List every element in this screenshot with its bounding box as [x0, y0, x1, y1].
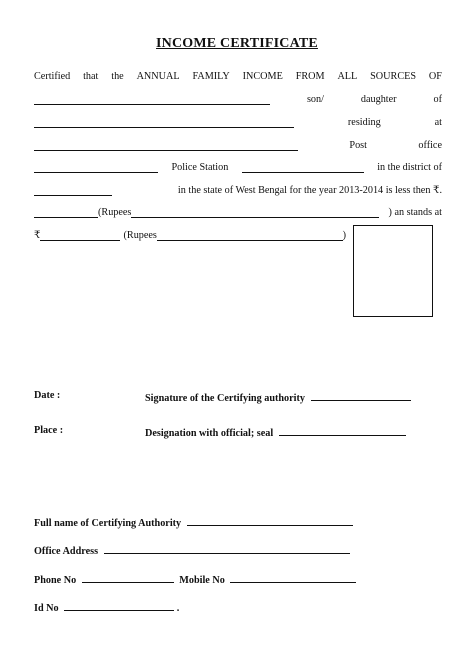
word: ALL	[337, 71, 358, 82]
certificate-line-8	[34, 227, 346, 241]
signature-label: Signature of the Certifying authority	[145, 393, 305, 404]
district-label: in the district of	[377, 162, 442, 173]
id-row	[34, 600, 179, 614]
stands-at-label: ) an stands at	[388, 207, 442, 218]
certificate-line-3	[34, 114, 442, 128]
fullname-row	[34, 515, 353, 529]
word: Certified	[34, 71, 71, 82]
office-address-label: Office Address	[34, 546, 99, 557]
id-label: Id No	[34, 603, 59, 614]
word: residing	[347, 117, 381, 128]
date-label: Date :	[34, 390, 61, 401]
state-year-text: in the state of West Bengal for the year 2013-2014 is less then ₹.	[177, 185, 442, 196]
word: at	[434, 117, 442, 128]
certificate-line-2	[34, 91, 442, 105]
phone-row	[34, 572, 356, 586]
signature-blank[interactable]	[311, 390, 411, 401]
rupees-label: (Rupees	[98, 207, 132, 218]
name-blank[interactable]	[34, 94, 270, 105]
stands-words-blank[interactable]	[157, 230, 343, 241]
mobile-blank[interactable]	[230, 572, 356, 583]
certificate-line-7	[34, 204, 442, 218]
rupees-words-blank[interactable]	[131, 207, 379, 218]
office-address-row	[34, 543, 350, 557]
certificate-line-4	[34, 137, 442, 151]
stands-amount-blank[interactable]	[40, 230, 119, 241]
id-blank[interactable]	[64, 600, 174, 611]
mobile-label: Mobile No	[179, 575, 225, 586]
word: OF	[428, 71, 442, 82]
rupee-symbol: ₹	[34, 230, 41, 241]
police-station-label: Police Station	[171, 162, 229, 173]
police-station-blank[interactable]	[242, 162, 364, 173]
page-title: INCOME CERTIFICATE	[156, 36, 318, 51]
parent-name-blank[interactable]	[34, 117, 294, 128]
word: ANNUAL	[136, 71, 180, 82]
fullname-label: Full name of Certifying Authority	[34, 518, 182, 529]
word: daughter	[360, 94, 397, 105]
word: Post	[349, 140, 367, 151]
rupees-label: (Rupees	[123, 230, 157, 241]
income-amount-blank[interactable]	[34, 207, 98, 218]
word: SOURCES	[370, 71, 416, 82]
designation-label: Designation with official; seal	[145, 428, 274, 439]
word: office	[418, 140, 442, 151]
place-label: Place :	[34, 425, 64, 436]
word: of	[433, 94, 442, 105]
designation-blank[interactable]	[279, 425, 406, 436]
certificate-line-1	[34, 68, 442, 82]
designation-row	[145, 425, 406, 439]
word: FAMILY	[192, 71, 230, 82]
phone-label: Phone No	[34, 575, 77, 586]
certificate-line-5	[34, 159, 442, 173]
phone-blank[interactable]	[82, 572, 174, 583]
office-address-blank[interactable]	[104, 543, 350, 554]
word: the	[111, 71, 124, 82]
close-paren: )	[342, 230, 346, 241]
certificate-line-6	[34, 182, 442, 196]
word: FROM	[295, 71, 325, 82]
district-blank[interactable]	[34, 185, 112, 196]
word: son/	[306, 94, 324, 105]
fullname-blank[interactable]	[187, 515, 353, 526]
photo-box	[353, 225, 433, 317]
word: INCOME	[242, 71, 283, 82]
address-blank[interactable]	[34, 140, 298, 151]
post-office-blank[interactable]	[34, 162, 158, 173]
id-end: .	[176, 603, 180, 614]
signature-row	[145, 390, 411, 404]
word: that	[83, 71, 99, 82]
